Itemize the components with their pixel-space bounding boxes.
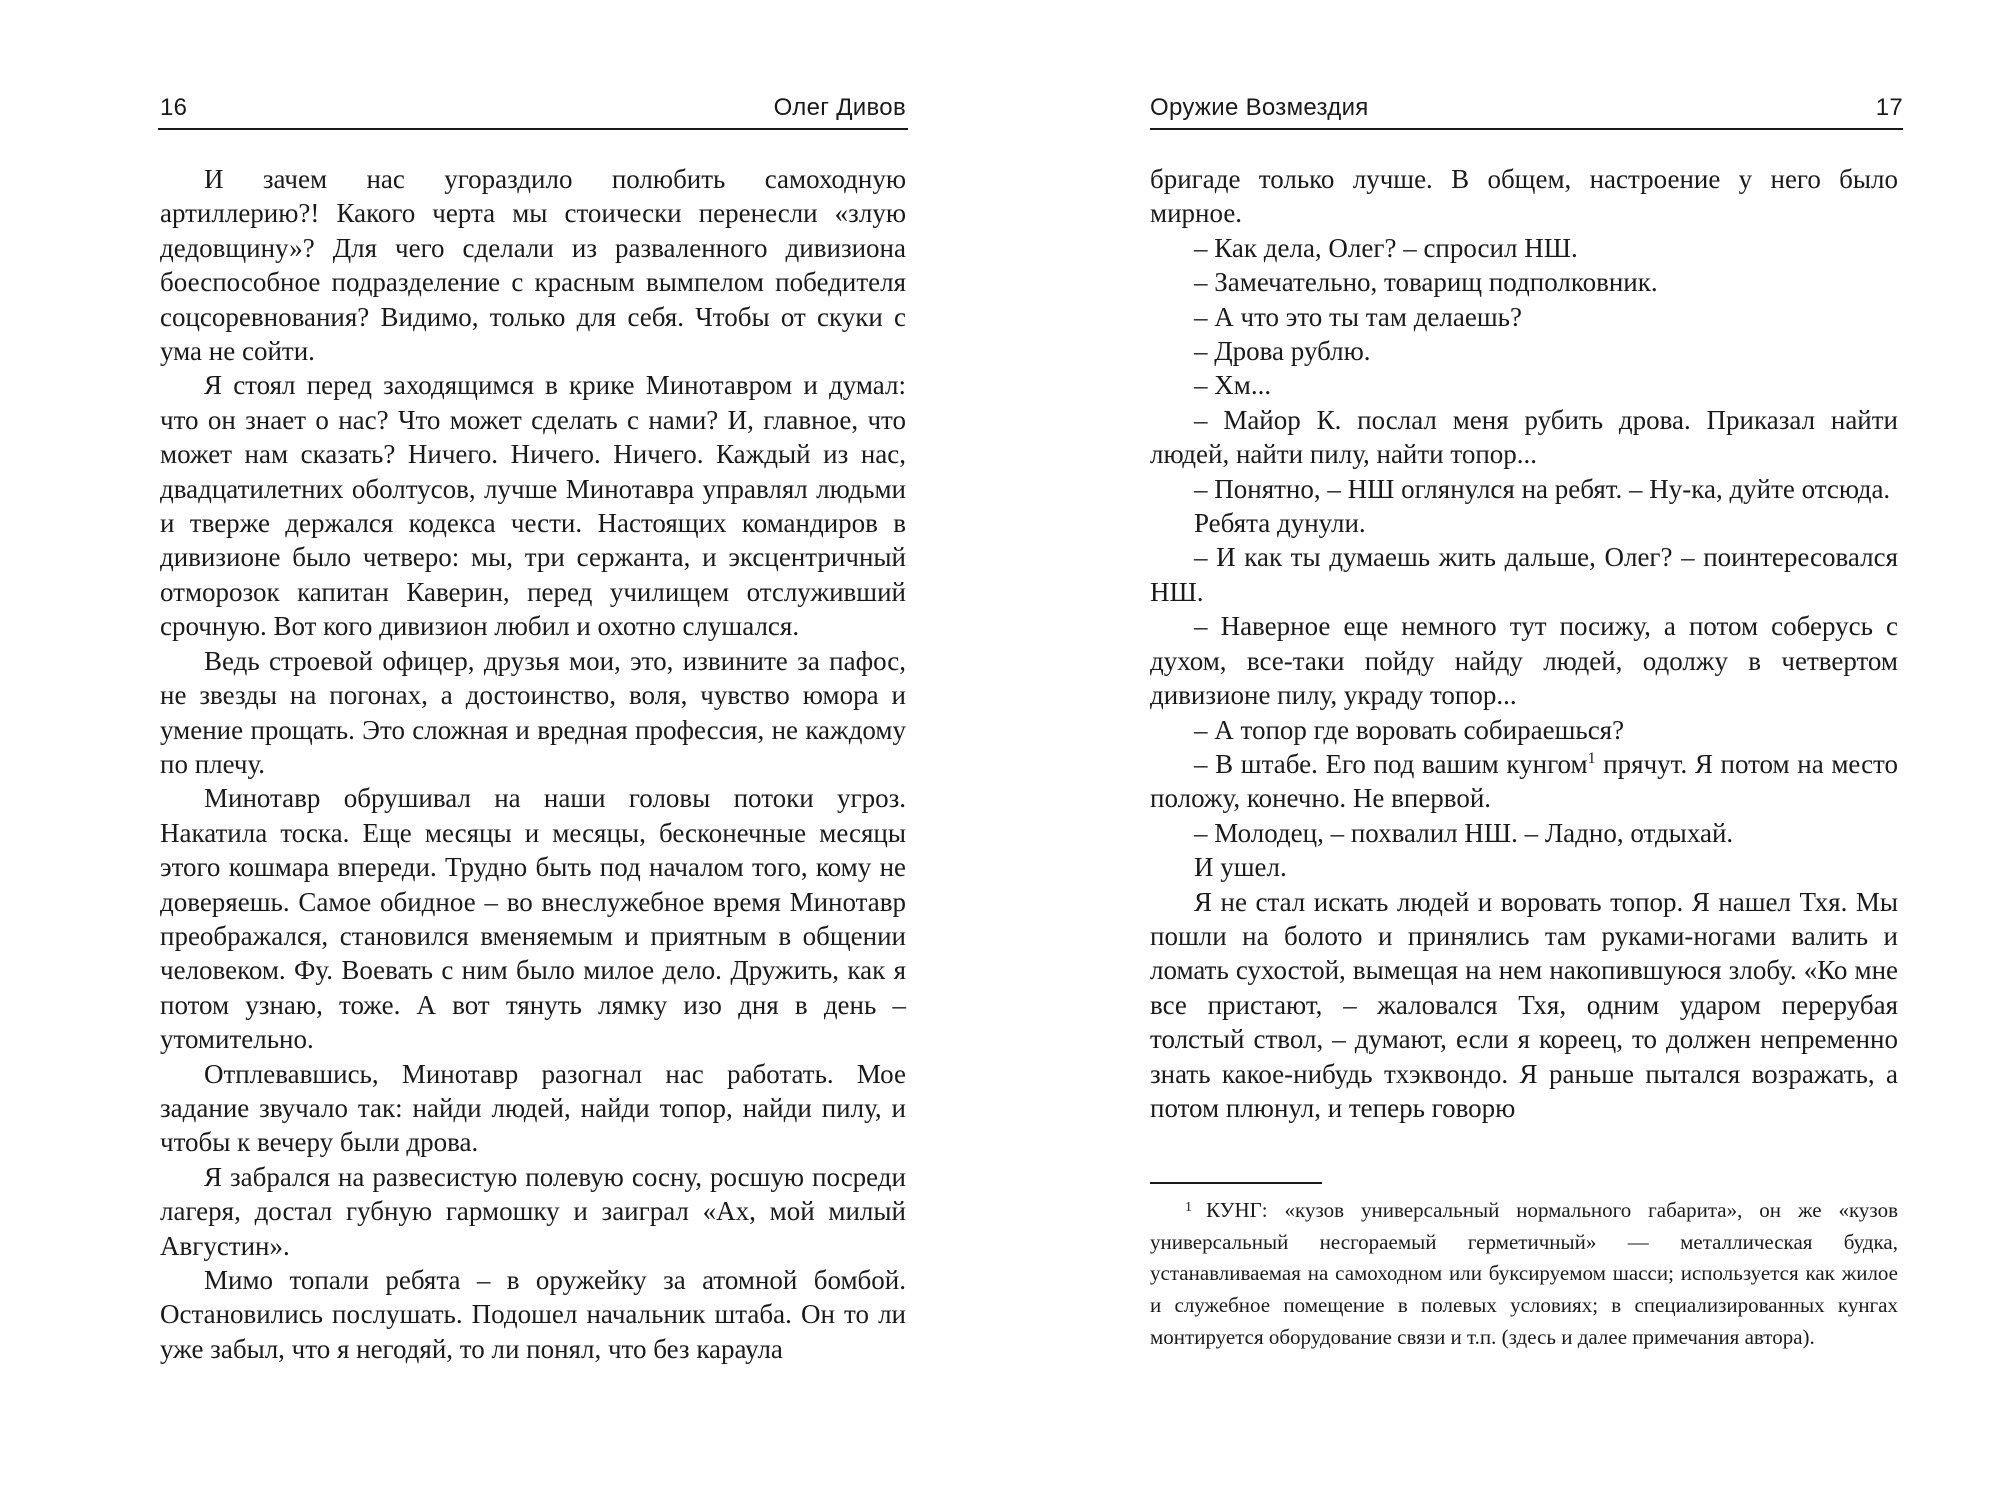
running-title: Оружие Возмездия (1150, 94, 1369, 121)
paragraph-with-footnote (1150, 747, 1898, 816)
paragraph: Я стоял перед заходящимся в крике Минотавром и думал: что он знает о нас? Что может сделать с нами? И, главное, что может нам сказать? Ничего. Ничего. Ничего. Каждый из нас, двадцатилетних оболтусов, лучше Минотавра управлял людьми и тверже держался кодекса чести. Настоящих командиров в дивизионе было четверо: мы, три сержанта, и эксцентричный отморозок капитан Каверин, перед училищем отслуживший срочную. Вот кого дивизион любил и охотно слушался. (160, 370, 906, 642)
running-title: Олег Дивов (773, 94, 906, 121)
paragraph: – Молодец, – похвалил НШ. – Ладно, отдыхай. (1194, 817, 1734, 848)
paragraph: – Замечательно, товарищ подполковник. (1194, 267, 1658, 298)
left-header (0, 94, 1000, 130)
paragraph: – Наверное еще немного тут посижу, а потом соберусь с духом, все-таки пойду найду людей, одолжу в четвертом дивизионе пилу, украду топор... (1150, 611, 1898, 711)
paragraph: – Майор К. послал меня рубить дрова. Приказал найти людей, найти пилу, найти топор... (1150, 404, 1898, 470)
paragraph: Отплевавшись, Минотавр разогнал нас работать. Мое задание звучало так: найди людей, найди топор, найди пилу, и чтобы к вечеру были дрова. (160, 1058, 906, 1158)
paragraph-text: прячут. Я потом на место положу, конечно. Не впервой. (1150, 748, 1898, 814)
paragraph: – Дрова рублю. (1194, 336, 1371, 367)
paragraph: – Как дела, Олег? – спросил НШ. (1194, 232, 1578, 263)
paragraph: Мимо топали ребята – в оружейку за атомной бомбой. Остановились послушать. Подошел начальник штаба. Он то ли уже забыл, что я негодяй, то ли понял, что без караула (160, 1265, 906, 1364)
paragraph: – Хм... (1194, 370, 1272, 401)
right-header (1000, 94, 2000, 130)
footnote-text: КУНГ: «кузов универсальный нормального габарита», он же «кузов универсальный несгораемый герметичный» — металлическая будка, устанавливаемая на самоходном или буксируемом шасси; используется как жилое и служебное помещение в полевых условиях; в специализированных кунгах монтируется оборудование связи и т.п. (здесь и далее примечания автора). (1150, 1198, 1898, 1349)
paragraph: Ведь строевой офицер, друзья мои, это, извините за пафос, не звезды на погонах, а достоинство, воля, чувство юмора и умение прощать. Это сложная и вредная профессия, не каждому по плечу. (160, 645, 906, 779)
paragraph: Минотавр обрушивал на наши головы потоки угроз. Накатила тоска. Еще месяцы и месяцы, бесконечные месяцы этого кошмара впереди. Трудно быть под началом того, кому не доверяешь. Самое обидное – во внеслужебное время Минотавр преображался, становился вменяемым и приятным в общении человеком. Фу. Воевать с ним было милое дело. Дружить, как я потом узнаю, тоже. А вот тянуть лямку изо дня в день – утомительно. (160, 783, 906, 1055)
paragraph: – А что это ты там делаешь? (1194, 301, 1522, 332)
header-rule (1150, 128, 1903, 130)
page-number: 17 (1875, 94, 1903, 121)
footnote (1150, 1192, 1898, 1354)
paragraph: И зачем нас угораздило полюбить самоходную артиллерию?! Какого черта мы стоически перенесли «злую дедовщину»? Для чего сделали из разваленного дивизиона боеспособное подразделение с красным вымпелом победителя соцсоревнования? Видимо, только для себя. Чтобы от скуки с ума не сойти. (160, 164, 906, 367)
paragraph: – Понятно, – НШ оглянулся на ребят. – Ну-ка, дуйте отсюда. (1194, 473, 1891, 504)
right-body-text (1150, 162, 1898, 1125)
continuation-paragraph: бригаде только лучше. В общем, настроение у него было мирное. (1150, 164, 1898, 229)
paragraph: Я забрался на развесистую полевую сосну, росшую посреди лагеря, достал губную гармошку и заиграл «Ах, мой милый Августин». (160, 1161, 906, 1261)
footnote-mark: 1 (1185, 1200, 1192, 1215)
paragraph: – И как ты думаешь жить дальше, Олег? – поинтересовался НШ. (1150, 542, 1898, 607)
footnote-reference[interactable]: 1 (1587, 749, 1596, 767)
paragraph-text: – В штабе. Его под вашим кунгом (1194, 748, 1588, 779)
left-body-text (160, 162, 906, 1366)
paragraph: Ребята дунули. (1194, 508, 1366, 539)
paragraph: Я не стал искать людей и воровать топор. Я нашел Тхя. Мы пошли на болото и принялись там руками-ногами валить и ломать сухостой, вымещая на нем накопившуюся злобу. «Ко мне все пристают, – жаловался Тхя, одним ударом перерубая толстый ствол, – думают, если я кореец, то должен непременно знать какое-нибудь тхэквондо. Я раньше пытался возражать, а потом плюнул, и теперь говорю (1150, 886, 1898, 1123)
page-number: 16 (160, 94, 188, 121)
paragraph: И ушел. (1194, 852, 1287, 883)
paragraph: – А топор где воровать собираешься? (1194, 714, 1625, 745)
footnote-rule (1150, 1182, 1322, 1184)
header-rule (158, 128, 908, 130)
